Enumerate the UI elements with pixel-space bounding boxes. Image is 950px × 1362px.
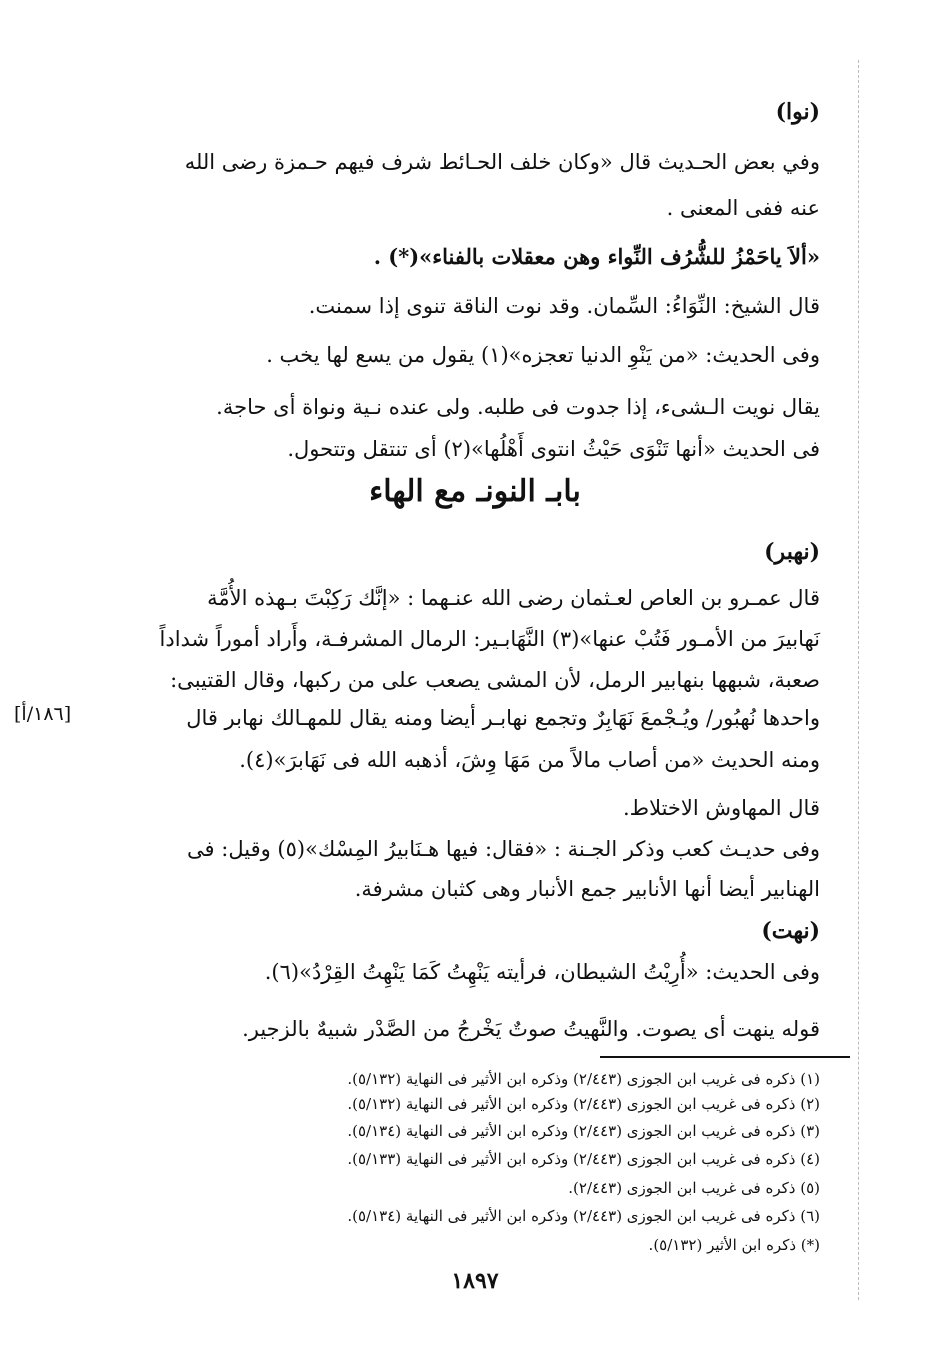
text-line: يقال نويت الـشىء، إذا جدوت فى طلبه. ولى عنده نـية ونواة أى حاجة. <box>216 395 820 419</box>
text-line: واحدها نُهبُور/ ويُـجْمعَ نَهَابِرٌ وتجمع نهابـر أيضا ومنه يقال للمهـالك نهابر قال <box>186 706 820 730</box>
entry-heading-nhbr: (نهبر) <box>764 539 820 565</box>
footnote: (٦) ذكره فى غريب ابن الجوزى (٢/٤٤٣) وذكره ابن الأثير فى النهاية (٥/١٣٤). <box>347 1207 820 1225</box>
entry-heading-nht: (نهت) <box>761 918 820 944</box>
footnote: (١) ذكره فى غريب ابن الجوزى (٢/٤٤٣) وذكره ابن الأثير فى النهاية (٥/١٣٢). <box>347 1070 820 1088</box>
text-line: عنه ففى المعنى . <box>666 196 820 220</box>
text-line: قال عمـرو بن العاص لعـثمان رضى الله عنـهما : «إنَّك رَكِبْتَ بـهذه الأُمَّة <box>207 586 820 610</box>
chapter-title: بابـ النونـ مع الهاء <box>369 474 581 509</box>
entry-heading-nwa: (نوا) <box>775 99 820 125</box>
margin-guide <box>858 60 859 1300</box>
text-line: قال المهاوش الاختلاط. <box>622 796 820 820</box>
footnote: (*) ذكره ابن الأثير (٥/١٣٢). <box>648 1236 820 1254</box>
text-line: صعبة، شبهها بنهابير الرمل، لأن المشى يصعب على من ركبها، وقال القتيبى: <box>170 668 820 692</box>
footnote: (٤) ذكره فى غريب ابن الجوزى (٢/٤٤٣) وذكره ابن الأثير فى النهاية (٥/١٣٣). <box>347 1150 820 1168</box>
text-line: وفى الحديث: «أُرِيْتُ الشيطان، فرأيته يَنْهِتُ كَمَا يَنْهِتُ القِرْدُ»(٦). <box>264 960 820 984</box>
text-line: نَهابيرَ من الأمـور فَتُبْ عنها»(٣) النَّهَابـير: الرمال المشرفـة، وأَراد أموراً شداداً <box>159 627 820 651</box>
page-number: ١٨٩٧ <box>451 1268 499 1294</box>
footnote: (٣) ذكره فى غريب ابن الجوزى (٢/٤٤٣) وذكره ابن الأثير فى النهاية (٥/١٣٤). <box>347 1122 820 1140</box>
folio-reference: [١٨٦/أ] <box>14 703 72 725</box>
footnote: (٥) ذكره فى غريب ابن الجوزى (٢/٤٤٣). <box>568 1179 820 1197</box>
text-line: فى الحديث «أنها تَنْوَى حَيْثُ انتوى أَهْلُها»(٢) أى تنتقل وتتحول. <box>287 437 820 461</box>
text-line: وفي بعض الحـديث قال «وكان خلف الحـائط شرف فيهم حـمزة رضى الله <box>184 150 820 174</box>
text-line: ومنه الحديث «من أصاب مالاً من مَهَا وِشَ، أذهبه الله فى نَهَابرَ»(٤). <box>239 748 820 772</box>
text-line: قوله ينهت أى يصوت. والنَّهيتُ صوتٌ يَخْرجُ من الصَّدْر شبيهٌ بالزجير. <box>242 1017 820 1041</box>
text-line: الهنابير أيضا أنها الأنابير جمع الأنبار وهى كثبان مشرفة. <box>354 877 820 901</box>
text-line: وفى حديـث كعب وذكر الجـنة : «فقال: فيها هـنَابيرُ المِسْك»(٥) وقيل: فى <box>187 837 820 861</box>
footnote: (٢) ذكره فى غريب ابن الجوزى (٢/٤٤٣) وذكره ابن الأثير فى النهاية (٥/١٣٢). <box>347 1095 820 1113</box>
text-line: قال الشيخ: النِّوَاءُ: السِّمان. وقد نوت الناقة تنوى إذا سمنت. <box>308 294 820 318</box>
footnote-divider <box>600 1056 850 1058</box>
text-line: وفى الحديث: «من يَنْوِ الدنيا تعجزه»(١) يقول من يسع لها يخب . <box>266 343 820 367</box>
poetry-line: «ألاَ ياحَمْزُ للشُّرُف النِّواء وهن معقلات بالفناء»(*) . <box>373 244 820 269</box>
